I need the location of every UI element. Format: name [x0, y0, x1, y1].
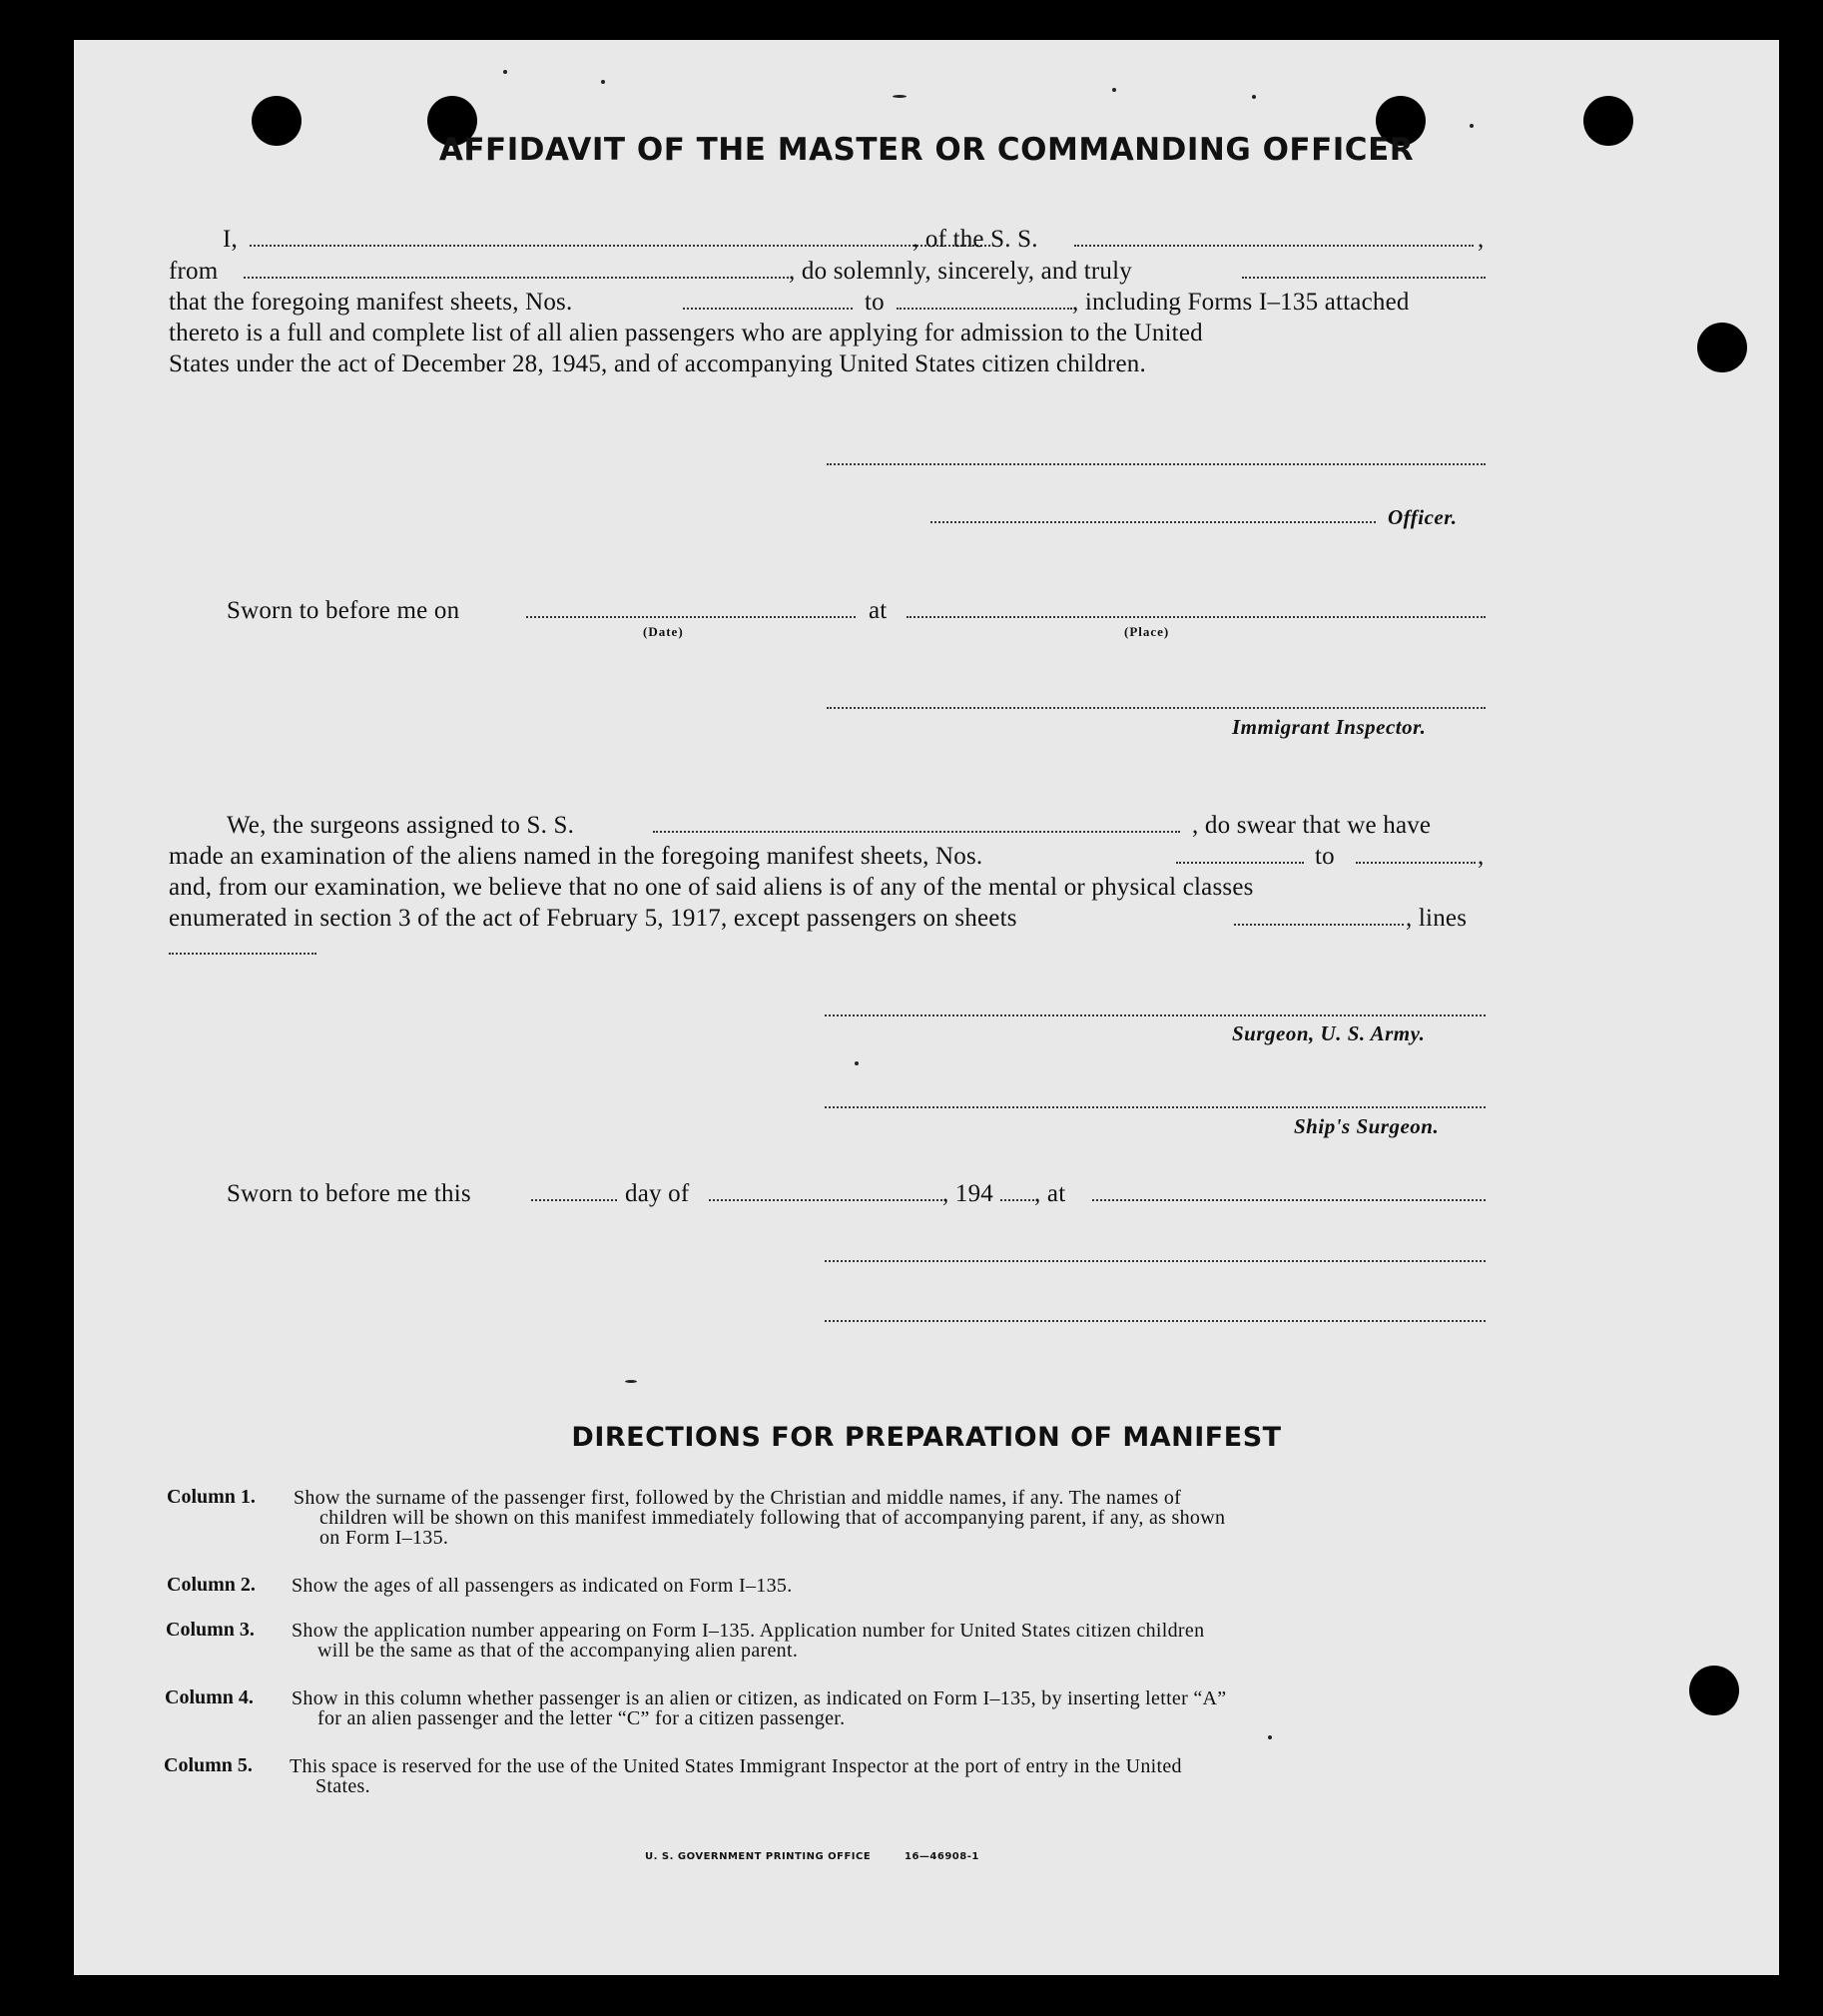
ship-name-blank[interactable]	[1074, 245, 1474, 247]
name-blank[interactable]	[250, 245, 990, 247]
text: , 194	[942, 1180, 993, 1207]
text: at	[869, 597, 888, 624]
text: States under the act of December 28, 1945, and of accompanying United States citizen children.	[169, 350, 1146, 377]
sworn-year-blank[interactable]	[1000, 1199, 1034, 1201]
speck	[855, 1061, 859, 1065]
text: Show the application number appearing on Form I–135. Application number for United States citizen children	[292, 1620, 1205, 1642]
directions-title: DIRECTIONS FOR PREPARATION OF MANIFEST	[571, 1422, 1282, 1453]
surgeon-sheet-from-blank[interactable]	[1176, 862, 1304, 864]
text: on Form I–135.	[319, 1527, 449, 1549]
speck	[1252, 95, 1256, 99]
text: made an examination of the aliens named in the foregoing manifest sheets, Nos.	[169, 843, 983, 870]
text: ,	[1478, 226, 1485, 253]
surgeon-sheet-to-blank[interactable]	[1356, 862, 1476, 864]
text: Sworn to before me this	[227, 1180, 471, 1207]
column-5-label: Column 5.	[164, 1754, 253, 1776]
text: , of the S. S.	[912, 226, 1038, 253]
text: children will be shown on this manifest immediately following that of accompanying parent, if any, as shown	[319, 1507, 1226, 1529]
column-3-text	[292, 1621, 1490, 1661]
text: to	[1315, 843, 1335, 870]
column-5-text	[290, 1756, 1488, 1796]
army-surgeon-label: Surgeon, U. S. Army.	[1232, 1021, 1426, 1045]
text: to	[865, 289, 885, 316]
speck	[1470, 124, 1474, 128]
form-page	[74, 40, 1779, 1975]
text: , at	[1034, 1180, 1066, 1207]
punch-hole	[1689, 1666, 1739, 1715]
text: thereto is a full and complete list of all alien passengers who are applying for admission to the United	[169, 320, 1203, 346]
place-caption: (Place)	[1124, 624, 1170, 639]
inspector-label: Immigrant Inspector.	[1232, 715, 1427, 739]
text: and, from our examination, we believe that no one of said aliens is of any of the mental or physical classes	[169, 874, 1254, 901]
sworn-day-blank[interactable]	[531, 1199, 617, 1201]
text: Sworn to before me on	[227, 597, 460, 624]
column-1-text	[294, 1488, 1492, 1548]
officer-signature-line[interactable]	[930, 521, 1376, 523]
text: This space is reserved for the use of the United States Immigrant Inspector at the port of entry in the United	[290, 1755, 1182, 1777]
punch-hole	[1697, 323, 1747, 372]
column-4-label: Column 4.	[165, 1686, 254, 1708]
affidavit-title: AFFIDAVIT OF THE MASTER OR COMMANDING OFFICER	[438, 132, 1415, 168]
ship-surgeon-signature-line[interactable]	[825, 1106, 1486, 1108]
text: ,	[1478, 843, 1485, 870]
sworn-date-blank[interactable]	[526, 616, 856, 618]
sworn-place-blank[interactable]	[907, 616, 1486, 618]
sheet-from-blank[interactable]	[683, 308, 853, 310]
officer-label: Officer.	[1388, 505, 1458, 529]
text: , do solemnly, sincerely, and truly	[789, 258, 1132, 285]
speck	[1112, 88, 1116, 92]
speck	[601, 80, 605, 84]
column-2-label: Column 2.	[167, 1574, 256, 1596]
text: We, the surgeons assigned to S. S.	[227, 812, 575, 839]
text: , including Forms I–135 attached	[1072, 289, 1410, 316]
from-port-blank[interactable]	[244, 277, 789, 279]
speck	[1268, 1735, 1272, 1739]
inspector-title-line[interactable]	[825, 1320, 1486, 1322]
text: that the foregoing manifest sheets, Nos.	[169, 289, 573, 316]
text: , lines	[1406, 905, 1468, 932]
text: for an alien passenger and the letter “C” for a citizen passenger.	[317, 1707, 846, 1729]
printing-office: U. S. GOVERNMENT PRINTING OFFICE	[645, 1851, 872, 1862]
text: I,	[223, 226, 238, 253]
inspector-signature-line-2[interactable]	[825, 1260, 1486, 1262]
date-caption: (Date)	[643, 624, 684, 639]
master-signature-line[interactable]	[827, 463, 1486, 465]
speck	[893, 95, 907, 98]
text: from	[169, 258, 219, 285]
form-code: 16—46908-1	[905, 1851, 979, 1862]
text: , do swear that we have	[1192, 812, 1432, 839]
sworn-month-blank[interactable]	[709, 1199, 942, 1201]
except-lines-blank[interactable]	[169, 953, 316, 955]
text: Show the ages of all passengers as indicated on Form I–135.	[292, 1575, 793, 1597]
ship-surgeon-label: Ship's Surgeon.	[1294, 1114, 1440, 1138]
column-4-text	[292, 1688, 1490, 1728]
sheet-to-blank[interactable]	[897, 308, 1072, 310]
text: States.	[315, 1775, 370, 1797]
army-surgeon-signature-line[interactable]	[825, 1014, 1486, 1016]
column-3-label: Column 3.	[166, 1619, 255, 1641]
text: day of	[625, 1180, 690, 1207]
except-sheets-blank[interactable]	[1234, 924, 1404, 926]
speck	[625, 1380, 637, 1383]
text: Show in this column whether passenger is an alien or citizen, as indicated on Form I–135, by inserting letter “A”	[292, 1687, 1227, 1709]
declaration-blank[interactable]	[1242, 277, 1486, 279]
column-2-text	[292, 1576, 1490, 1596]
text: enumerated in section 3 of the act of February 5, 1917, except passengers on sheets	[169, 905, 1017, 932]
speck	[503, 70, 507, 74]
column-1-label: Column 1.	[167, 1486, 256, 1508]
inspector-signature-line[interactable]	[827, 707, 1486, 709]
sworn-location-blank[interactable]	[1092, 1199, 1486, 1201]
surgeon-ship-blank[interactable]	[653, 831, 1180, 833]
text: will be the same as that of the accompanying alien parent.	[317, 1640, 799, 1662]
text: Show the surname of the passenger first, followed by the Christian and middle names, if any. The names of	[294, 1487, 1182, 1509]
